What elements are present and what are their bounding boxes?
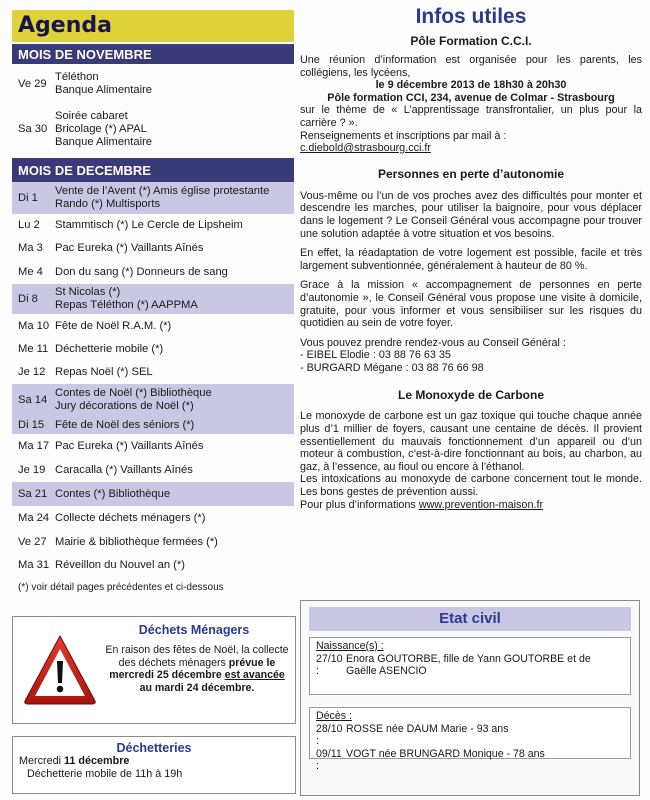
agenda-event-row bbox=[12, 64, 294, 104]
agenda-event-row bbox=[12, 384, 294, 416]
monoxyde-p3-line bbox=[300, 499, 642, 512]
decheteries-date-prefix: Mercredi bbox=[19, 755, 64, 767]
infos-title: Infos utiles bbox=[415, 5, 527, 28]
deces-text-1: ROSSE née DAUM Marie - 93 ans bbox=[346, 722, 509, 735]
autonomie-contact-1: - EIBEL Elodie : 03 88 76 63 35 bbox=[300, 349, 451, 362]
agenda-event-line: Contes de Noël (*) Bibliothèque bbox=[55, 387, 212, 399]
agenda-title: Agenda bbox=[12, 10, 294, 42]
agenda-event-line: Fête de Noël des séniors (*) bbox=[55, 418, 195, 431]
agenda-event-row bbox=[12, 458, 294, 482]
deces-card bbox=[309, 707, 631, 773]
agenda-event-day: Sa 21 bbox=[18, 487, 48, 500]
agenda-event-line: Fête de Noël R.A.M. (*) bbox=[55, 319, 172, 332]
agenda-event-lines bbox=[55, 512, 288, 525]
agenda-event-lines bbox=[55, 387, 288, 413]
decheteries-date bbox=[13, 755, 295, 768]
month-header-novembre: MOIS DE NOVEMBRE bbox=[12, 44, 294, 64]
month-header-decembre: MOIS DE DECEMBRE bbox=[12, 158, 294, 182]
monoxyde-p3: Pour plus d’informations bbox=[300, 498, 416, 511]
prevention-maison-link[interactable]: www.prevention-maison.fr bbox=[418, 498, 544, 511]
agenda-event-line: Repas Téléthon (*) AAPPMA bbox=[55, 299, 198, 311]
deces-entry-1 bbox=[316, 723, 624, 748]
deces-date-2: 09/11 : bbox=[316, 747, 342, 773]
agenda-event-day: Ma 24 bbox=[18, 511, 50, 524]
autonomie-p2: En effet, la réadaptation de votre logement est possible, facile et très largement subventionnée, généralement à hauteur de 80 %. bbox=[300, 247, 642, 272]
naissances-card bbox=[309, 637, 631, 695]
agenda-event-line: Stammtisch (*) Le Cercle de Lipsheim bbox=[55, 218, 243, 231]
agenda-footnote: (*) voir détail pages précédentes et ci-dessous bbox=[18, 582, 224, 593]
agenda-event-line: Pac Eureka (*) Vaillants Aînés bbox=[55, 439, 204, 452]
agenda-event-lines bbox=[55, 559, 288, 572]
agenda-event-row bbox=[12, 104, 294, 154]
agenda-event-row bbox=[12, 214, 294, 236]
agenda-event-row bbox=[12, 416, 294, 434]
dechets-menagers-box bbox=[12, 616, 296, 724]
autonomie-contact-2: - BURGARD Mégane : 03 88 76 66 98 bbox=[300, 361, 484, 374]
autonomie-p1: Vous-même ou l’un de vos proches avez des difficultés pour monter et descendre les marches, pour utiliser la baignoire, pour vous déplacer dans le logement ? Le Conseil Général vous accompagne pour trouver une solution adaptée à votre situation et vos besoins. bbox=[300, 189, 642, 240]
agenda-event-row bbox=[12, 260, 294, 284]
agenda-event-day: Ve 27 bbox=[18, 535, 47, 548]
agenda-event-line: Rando (*) Multisports bbox=[55, 198, 161, 210]
etat-civil-box bbox=[300, 600, 640, 796]
agenda-event-line: Banque Alimentaire bbox=[55, 135, 153, 148]
agenda-event-lines bbox=[55, 419, 288, 432]
cci-contact: Renseignements et inscriptions par mail à : bbox=[300, 129, 507, 142]
agenda-event-row bbox=[12, 506, 294, 530]
deces-text-2: VOGT née BRUNGARD Monique - 78 ans bbox=[346, 747, 545, 760]
agenda-event-day: Di 1 bbox=[18, 191, 38, 204]
decheteries-date-bold: 11 décembre bbox=[64, 755, 130, 767]
agenda-event-row bbox=[12, 554, 294, 576]
novembre-events bbox=[12, 64, 294, 154]
agenda-event-row bbox=[12, 434, 294, 458]
cci-date: le 9 décembre 2013 de 18h30 à 20h30 bbox=[375, 79, 567, 92]
deces-entry-2 bbox=[316, 748, 624, 773]
naissance-text: Enora GOUTORBE, fille de Yann GOUTORBE et de Gaëlle ASENCIO bbox=[346, 652, 591, 678]
warning-triangle-icon bbox=[23, 633, 97, 712]
agenda-event-line: Mairie & bibliothèque fermées (*) bbox=[55, 535, 218, 548]
agenda-event-day: Di 15 bbox=[18, 418, 45, 431]
agenda-event-line: St Nicolas (*) bbox=[55, 286, 121, 298]
agenda-event-line: Jury décorations de Noël (*) bbox=[55, 400, 194, 412]
dechets-title: Déchets Ménagers bbox=[138, 623, 250, 637]
dechets-text-intro: En raison des fêtes de Noël, la collecte des déchets ménagers bbox=[105, 644, 289, 669]
agenda-event-day: Ma 31 bbox=[18, 558, 50, 571]
naissance-entry bbox=[316, 653, 624, 678]
agenda-event-row bbox=[12, 338, 294, 360]
cci-theme: sur le thème de « L’apprentissage transfrontalier, un plus pour la carrière ? ». bbox=[300, 104, 642, 129]
agenda-event-row bbox=[12, 482, 294, 506]
agenda-event-day: Ma 3 bbox=[18, 241, 43, 254]
agenda-section bbox=[12, 10, 294, 593]
agenda-event-line: Vente de l’Avent (*) Amis église protestante bbox=[55, 185, 270, 197]
agenda-event-line: Pac Eureka (*) Vaillants Aînés bbox=[55, 241, 204, 254]
monoxyde-p1: Le monoxyde de carbone est un gaz toxique qui touche chaque année plus d’1 millier de foyers, causant une centaine de décès. Il provient essentiellement du mauvais fonctionnement d’un appareil ou d’un moteur à combustion, c’est-à-dire fonctionnant au bois, au charbon, au gaz, à l’essence, au fioul ou encore à l’éthanol. bbox=[300, 410, 642, 473]
agenda-event-lines bbox=[55, 266, 288, 279]
agenda-event-day: Ma 10 bbox=[18, 319, 50, 332]
agenda-event-lines bbox=[55, 464, 288, 477]
agenda-event-lines bbox=[55, 343, 288, 356]
agenda-event-line: Banque Alimentaire bbox=[55, 84, 153, 96]
agenda-event-day: Sa 30 bbox=[18, 122, 48, 135]
agenda-event-line: Réveillon du Nouvel an (*) bbox=[55, 558, 185, 571]
monoxyde-title: Le Monoxyde de Carbone bbox=[397, 388, 545, 403]
agenda-event-row bbox=[12, 360, 294, 384]
agenda-event-line: Don du sang (*) Donneurs de sang bbox=[55, 265, 228, 278]
agenda-event-line: Contes (*) Bibliothèque bbox=[55, 487, 171, 500]
agenda-event-lines bbox=[55, 185, 288, 211]
decembre-events bbox=[12, 182, 294, 576]
agenda-event-day: Di 8 bbox=[18, 292, 38, 305]
agenda-event-day: Me 4 bbox=[18, 265, 43, 278]
agenda-event-lines bbox=[55, 286, 288, 312]
agenda-event-day: Je 12 bbox=[18, 365, 46, 378]
deces-label: Décès : bbox=[316, 710, 352, 722]
dechets-text-newdate: au mardi 24 décembre. bbox=[139, 681, 255, 694]
agenda-event-line: Collecte déchets ménagers (*) bbox=[55, 511, 206, 524]
autonomie-p4: Vous pouvez prendre rendez-vous au Conseil Général : bbox=[300, 336, 566, 349]
agenda-event-day: Me 11 bbox=[18, 342, 49, 355]
agenda-event-lines bbox=[55, 536, 288, 549]
cci-intro: Une réunion d’information est organisée pour les parents, les collégiens, les lycéens, bbox=[300, 54, 642, 79]
naissances-label: Naissance(s) : bbox=[316, 640, 384, 652]
agenda-event-line: Soirée cabaret bbox=[55, 109, 128, 122]
cci-email-link[interactable]: c.diebold@strasbourg.cci.fr bbox=[300, 142, 431, 155]
agenda-event-lines bbox=[55, 219, 288, 232]
decheteries-hours: Déchetterie mobile de 11h à 19h bbox=[27, 768, 183, 780]
agenda-event-line: Bricolage (*) APAL bbox=[55, 122, 147, 135]
deces-date-1: 28/10 : bbox=[316, 722, 343, 748]
monoxyde-p2: Les intoxications au monoxyde de carbone concernent tout le monde. Les bons gestes de prévention aussi. bbox=[300, 473, 642, 499]
agenda-event-day: Ve 29 bbox=[18, 77, 47, 90]
agenda-event-row bbox=[12, 314, 294, 338]
agenda-event-row bbox=[12, 284, 294, 314]
agenda-event-lines bbox=[55, 242, 288, 255]
infos-section bbox=[300, 4, 642, 511]
agenda-event-day: Lu 2 bbox=[18, 218, 40, 231]
cci-title: Pôle Formation C.C.I. bbox=[410, 34, 532, 48]
agenda-event-line: Repas Noël (*) SEL bbox=[55, 365, 153, 378]
agenda-event-day: Sa 14 bbox=[18, 393, 48, 406]
naissance-date: 27/10 : bbox=[316, 652, 343, 678]
agenda-event-lines bbox=[55, 440, 288, 453]
agenda-event-lines bbox=[55, 71, 288, 97]
autonomie-title: Personnes en perte d’autonomie bbox=[377, 166, 565, 181]
agenda-event-lines bbox=[55, 366, 288, 379]
agenda-event-line: Caracalla (*) Vaillants Aînés bbox=[55, 463, 193, 476]
agenda-event-lines bbox=[55, 110, 288, 149]
dechets-text-date: prévue le mercredi 25 décembre bbox=[109, 656, 276, 681]
autonomie-p3: Grace à la mission « accompagnement de personnes en perte d’autonomie », le Conseil Général vous propose une visite à domicile, gratuite, pour vous informer et vous sensibiliser sur les risques du quotidien au sein de votre foyer. bbox=[300, 279, 642, 330]
agenda-event-lines bbox=[55, 320, 288, 333]
agenda-event-line: Téléthon bbox=[55, 71, 99, 83]
agenda-event-line: Déchetterie mobile (*) bbox=[55, 342, 164, 355]
agenda-event-row bbox=[12, 530, 294, 554]
decheteries-box bbox=[12, 736, 296, 794]
agenda-event-lines bbox=[55, 488, 288, 501]
dechets-text-avancee: est avancée bbox=[224, 669, 285, 681]
agenda-event-day: Je 19 bbox=[18, 463, 46, 476]
agenda-event-day: Ma 17 bbox=[18, 439, 50, 452]
agenda-event-row bbox=[12, 182, 294, 214]
etat-civil-title: Etat civil bbox=[309, 607, 631, 631]
decheteries-title: Déchetteries bbox=[116, 741, 192, 755]
dechets-text bbox=[105, 644, 289, 694]
cci-place: Pôle formation CCI, 234, avenue de Colmar - Strasbourg bbox=[327, 91, 615, 104]
agenda-event-row bbox=[12, 236, 294, 260]
